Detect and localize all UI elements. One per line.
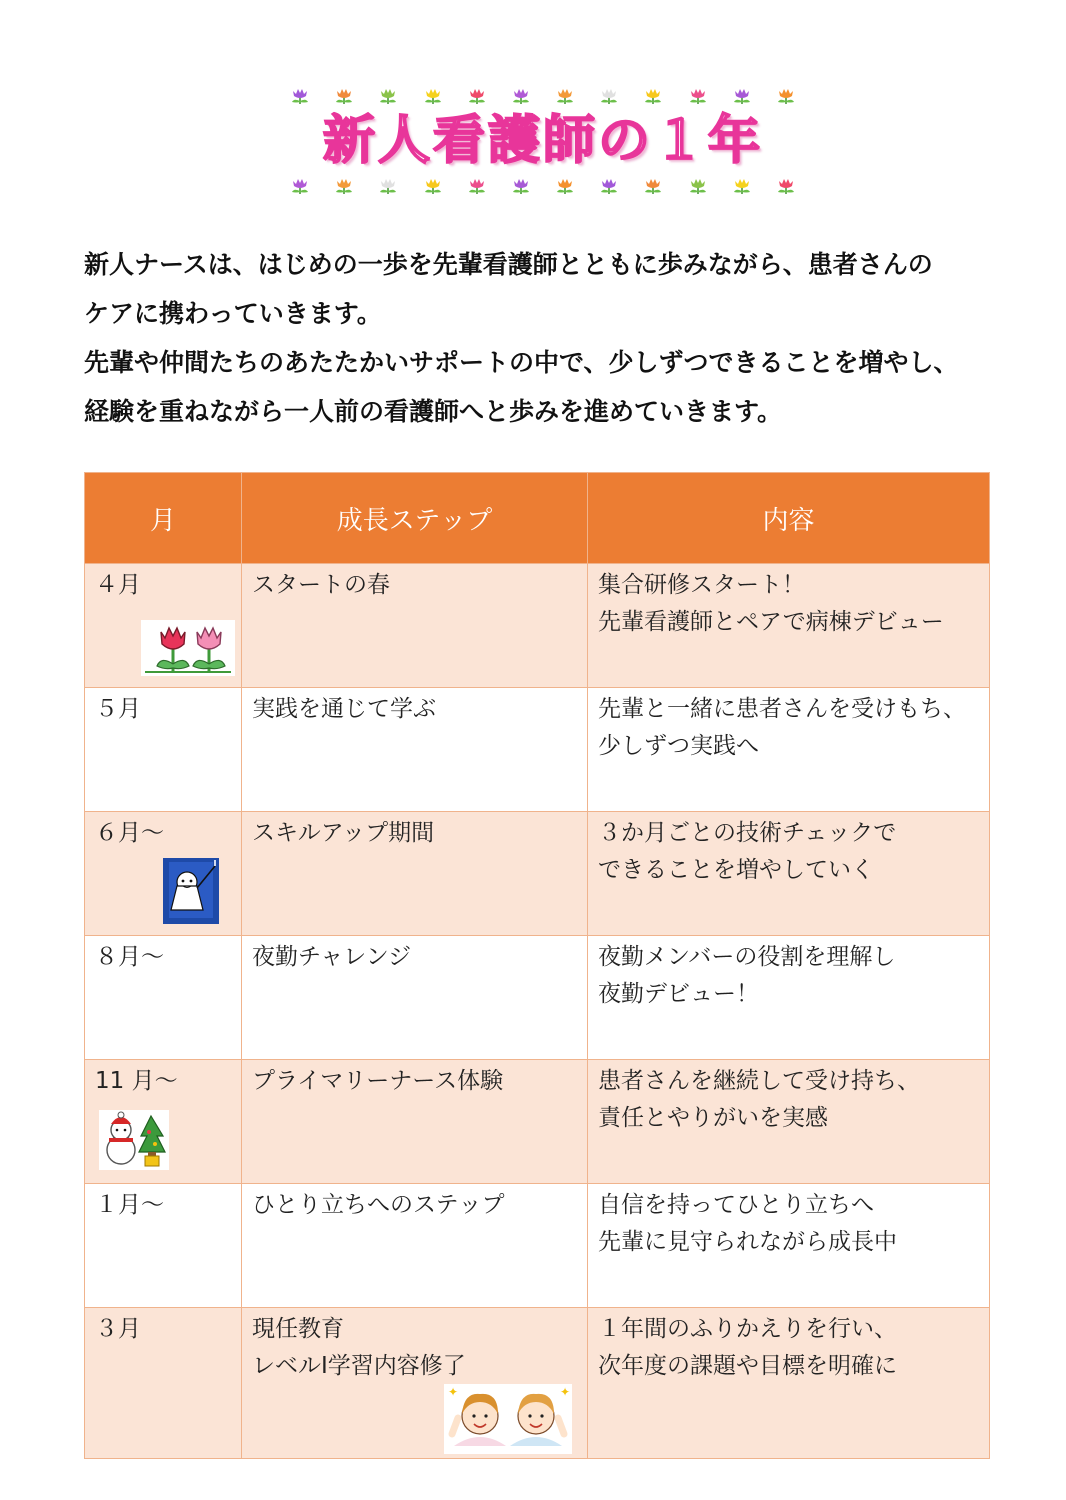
table-row bbox=[85, 936, 990, 1060]
flower-border-icon bbox=[774, 178, 798, 194]
flower-border-icon bbox=[686, 88, 710, 104]
flower-border-icon bbox=[509, 178, 533, 194]
step-label: プライマリーナース体験 bbox=[252, 1068, 504, 1094]
step-label: 実践を通じて学ぶ bbox=[252, 696, 436, 722]
content-line: 次年度の課題や目標を明確に bbox=[598, 1353, 897, 1379]
content-line: 患者さんを継続して受け持ち、 bbox=[598, 1068, 920, 1094]
step-cell bbox=[242, 936, 588, 1060]
flower-border-icon bbox=[730, 178, 754, 194]
flower-border-icon bbox=[641, 88, 665, 104]
nurses-cheering-illustration bbox=[444, 1384, 572, 1454]
flower-border-icon bbox=[686, 178, 710, 194]
content-cell bbox=[588, 564, 990, 688]
month-cell bbox=[85, 812, 242, 936]
content-line: 先輩看護師とペアで病棟デビュー bbox=[598, 609, 944, 635]
content-line: 集合研修スタート！ bbox=[598, 572, 805, 598]
step-cell bbox=[242, 1308, 588, 1459]
step-cell bbox=[242, 812, 588, 936]
header-month: 月 bbox=[85, 473, 242, 564]
teru-teru-bozu-illustration bbox=[163, 858, 219, 924]
content-cell bbox=[588, 1060, 990, 1184]
month-label: ４月 bbox=[95, 572, 141, 598]
step-label: 夜勤チャレンジ bbox=[252, 944, 412, 970]
tulip-illustration bbox=[141, 620, 235, 676]
content-line: 少しずつ実践へ bbox=[598, 733, 759, 759]
step-label: レベルⅠ学習内容修了 bbox=[252, 1353, 466, 1379]
month-label: ８月～ bbox=[95, 944, 164, 970]
step-cell bbox=[242, 1184, 588, 1308]
title-banner bbox=[288, 84, 798, 194]
flower-border-icon bbox=[421, 178, 445, 194]
content-cell bbox=[588, 936, 990, 1060]
month-label: ５月 bbox=[95, 696, 141, 722]
intro-line: 新人ナースは、はじめの一歩を先輩看護師とともに歩みながら、患者さんの bbox=[84, 250, 933, 279]
flower-border-icon bbox=[332, 88, 356, 104]
month-cell bbox=[85, 1184, 242, 1308]
content-cell bbox=[588, 688, 990, 812]
table-row bbox=[85, 564, 990, 688]
content-line: 夜勤デビュー！ bbox=[598, 981, 759, 1007]
flower-border-icon bbox=[465, 88, 489, 104]
flower-border-icon bbox=[465, 178, 489, 194]
intro-line: 経験を重ねながら一人前の看護師へと歩みを進めていきます。 bbox=[84, 397, 783, 426]
header-step: 成長ステップ bbox=[242, 473, 588, 564]
step-label: スタートの春 bbox=[252, 572, 390, 598]
flower-border-icon bbox=[288, 178, 312, 194]
step-cell bbox=[242, 1060, 588, 1184]
content-cell bbox=[588, 1184, 990, 1308]
svg-text:✦: ✦ bbox=[448, 1385, 459, 1399]
flower-border-icon bbox=[421, 88, 445, 104]
flower-border-icon bbox=[730, 88, 754, 104]
month-label: ３月 bbox=[95, 1316, 141, 1342]
content-cell bbox=[588, 812, 990, 936]
step-cell bbox=[242, 688, 588, 812]
flower-border-icon bbox=[553, 178, 577, 194]
flower-border-icon bbox=[509, 88, 533, 104]
month-cell bbox=[85, 688, 242, 812]
page-title: 新人看護師の１年 bbox=[322, 111, 763, 171]
flower-border-icon bbox=[553, 88, 577, 104]
flower-border-icon bbox=[376, 88, 400, 104]
intro-line: 先輩や仲間たちのあたたかいサポートの中で、少しずつできることを増やし、 bbox=[84, 348, 959, 377]
flower-border-icon bbox=[597, 88, 621, 104]
content-cell bbox=[588, 1308, 990, 1459]
step-label: スキルアップ期間 bbox=[252, 820, 435, 846]
month-label: １月～ bbox=[95, 1192, 164, 1218]
flower-border-icon bbox=[332, 178, 356, 194]
header-content: 内容 bbox=[588, 473, 990, 564]
svg-text:✦: ✦ bbox=[560, 1385, 571, 1399]
flower-border-icon bbox=[376, 178, 400, 194]
content-line: １年間のふりかえりを行い、 bbox=[598, 1316, 897, 1342]
table-row bbox=[85, 1184, 990, 1308]
content-line: 先輩に見守られながら成長中 bbox=[598, 1229, 897, 1255]
month-cell bbox=[85, 564, 242, 688]
content-line: 先輩と一緒に患者さんを受けもち、 bbox=[598, 696, 966, 722]
content-line: 自信を持ってひとり立ちへ bbox=[598, 1192, 874, 1218]
month-cell bbox=[85, 1308, 242, 1459]
month-label: 11 月～ bbox=[95, 1068, 178, 1094]
month-cell bbox=[85, 936, 242, 1060]
content-line: できることを増やしていく bbox=[598, 857, 874, 883]
growth-schedule-table bbox=[84, 472, 990, 1459]
intro-text bbox=[84, 240, 994, 436]
table-header-row bbox=[85, 473, 990, 564]
flower-border-icon bbox=[597, 178, 621, 194]
content-line: ３か月ごとの技術チェックで bbox=[598, 820, 897, 846]
step-label: 現任教育 bbox=[252, 1316, 344, 1342]
flower-border-top bbox=[288, 88, 798, 104]
month-label: ６月～ bbox=[95, 820, 164, 846]
month-cell bbox=[85, 1060, 242, 1184]
table-row bbox=[85, 1060, 990, 1184]
flower-border-bottom bbox=[288, 178, 798, 194]
step-label: ひとり立ちへのステップ bbox=[252, 1192, 505, 1218]
content-line: 夜勤メンバーの役割を理解し bbox=[598, 944, 896, 970]
flower-border-icon bbox=[288, 88, 312, 104]
snowman-tree-illustration bbox=[99, 1110, 169, 1170]
table-row bbox=[85, 1308, 990, 1459]
step-cell bbox=[242, 564, 588, 688]
flower-border-icon bbox=[641, 178, 665, 194]
table-row bbox=[85, 688, 990, 812]
intro-line: ケアに携わっていきます。 bbox=[84, 299, 382, 328]
content-line: 責任とやりがいを実感 bbox=[598, 1105, 828, 1131]
table-row bbox=[85, 812, 990, 936]
flower-border-icon bbox=[774, 88, 798, 104]
